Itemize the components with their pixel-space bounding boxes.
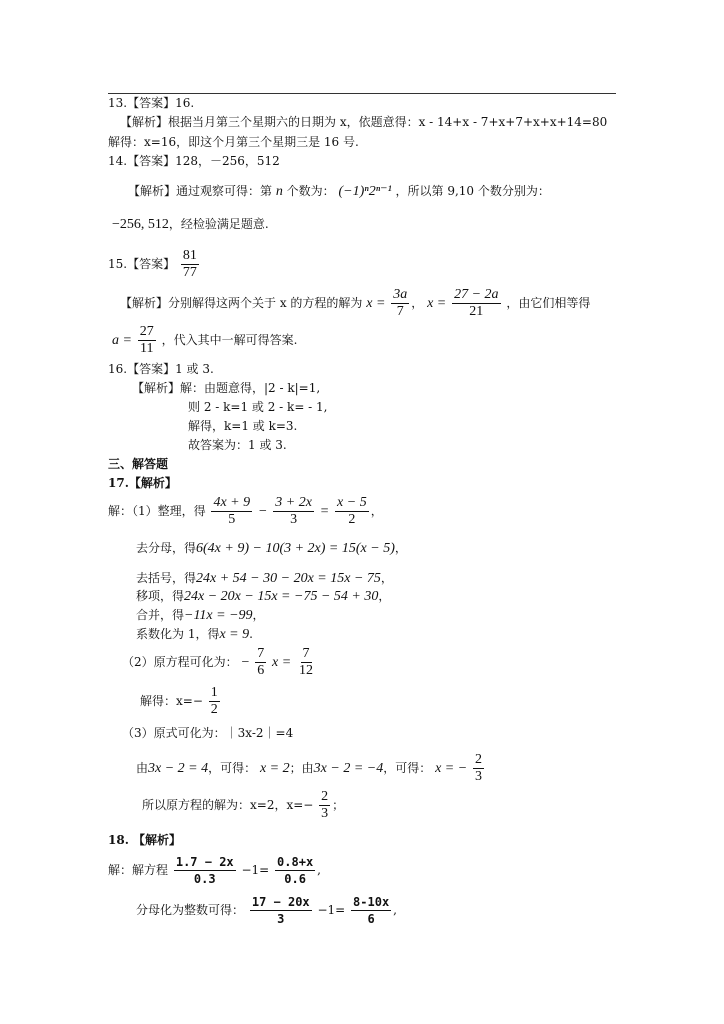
fraction-27-11: $\frac{27}{11}$ <box>139 324 154 356</box>
q16-step2: 解得，k=1 或 k=3. <box>188 419 298 433</box>
fraction-2-3: $\frac{2}{3}$ <box>475 752 482 784</box>
q13-solution: 解得：x=16，即这个月第三个星期三是 16 号. <box>108 135 359 149</box>
q17-part3: （3）原式可化为：｜3x-2｜=4 <box>122 726 294 740</box>
fraction-7-12: $\frac{7}{12}$ <box>299 646 314 678</box>
q17-part2: （2）原方程可化为： − $\frac{7}{6}$ x = $\frac{7}{12}$ <box>122 646 314 678</box>
fraction-7-6: $\frac{7}{6}$ <box>257 646 265 678</box>
fraction-2-3-final: $\frac{2}{3}$ <box>321 789 329 821</box>
section-title: 三、解答题 <box>108 457 169 471</box>
q15-answer: 15.【答案】 $\frac{81}{77}$ <box>108 248 197 280</box>
q18-header: 18. 【解析】 <box>108 833 182 847</box>
q13-answer: 13.【答案】16. <box>108 96 195 110</box>
fraction-27-2a-21: $\frac{27 - 2a}{21}$ <box>454 287 499 319</box>
q18-line1: 解：解方程 $\frac{1.7 - 2x}{0.3}$ −1= $\frac{0.8+x}{0.6}$ , <box>108 855 321 886</box>
n-variable: n <box>275 184 283 199</box>
header-rule <box>108 93 616 94</box>
q13-analysis: 【解析】根据当月第三个星期六的日期为 x，依题意得：x - 14+x - 7+x+7+x+x+14=80 <box>120 115 608 129</box>
q17-part2-solution: 解得：x=− $\frac{1}{2}$ <box>140 685 218 717</box>
q16-answer: 16.【答案】1 或 3. <box>108 362 214 376</box>
fraction-32x-3: $\frac{3 + 2x}{3}$ <box>275 495 312 527</box>
q18-line2: 分母化为整数可得： $\frac{17 - 20x}{3}$ −1= $\frac{8-10x}{6}$ , <box>136 895 397 926</box>
q17-step-bracket: 去括号，得24x + 54 − 30 − 20x = 15x − 75， <box>136 571 393 586</box>
q17-step-coef: 系数化为 1，得x = 9. <box>136 627 253 642</box>
q17-step-combine: 合并，得−11x = −99， <box>136 608 265 623</box>
q17-part3-final: 所以原方程的解为：x=2，x=− $\frac{2}{3}$ ； <box>142 789 345 821</box>
q17-part1: 解：（1）整理，得 $\frac{4x + 9}{5}$ − $\frac{3 + 2x}{3}$ = $\frac{x - 5}{2}$ ， <box>108 495 383 527</box>
q17-step-denom: 去分母，得6(4x + 9) − 10(3 + 2x) = 15(x − 5)， <box>136 541 407 556</box>
fraction-81-77: $\frac{81}{77}$ <box>182 248 197 280</box>
q16-analysis: 【解析】解：由题意得，|2 - k|=1, <box>132 381 321 395</box>
fraction-3a-7: $\frac{3a}{7}$ <box>393 287 408 319</box>
sequence-formula: (−1)ⁿ2ⁿ⁻¹ <box>338 184 392 199</box>
q17-header: 17.【解析】 <box>108 476 177 490</box>
q17-step-move: 移项，得24x − 20x − 15x = −75 − 54 + 30， <box>136 589 391 604</box>
q14-answer: 14.【答案】128，－256，512 <box>108 154 280 168</box>
fraction-17-20x-3: $\frac{17 - 20x}{3}$ <box>251 895 310 926</box>
q16-step1: 则 2 - k=1 或 2 - k= - 1, <box>188 400 328 414</box>
fraction-x5-2: $\frac{x - 5}{2}$ <box>337 495 367 527</box>
fraction-4x9-5: $\frac{4x + 9}{5}$ <box>213 495 251 527</box>
q17-part3-work: 由3x − 2 = 4，可得： x = 2；由3x − 2 = −4，可得： x = − $\frac{2}{3}$ <box>136 752 482 784</box>
q14-analysis: 【解析】通过观察可得：第 n 个数为： (−1)ⁿ2ⁿ⁻¹ ，所以第 9,10 个数分别为： <box>128 184 550 199</box>
q15-analysis: 【解析】分别解得这两个关于 x 的方程的解为 x = $\frac{3a}{7}$ ， x = $\frac{27 - 2a}{21}$ ，由它们相等得 <box>120 287 591 319</box>
fraction-08x-06: $\frac{0.8+x}{0.6}$ <box>277 855 314 886</box>
fraction-17-2x-03: $\frac{1.7 - 2x}{0.3}$ <box>175 855 234 886</box>
q16-step3: 故答案为：1 或 3. <box>188 438 287 452</box>
fraction-8-10x-6: $\frac{8-10x}{6}$ <box>353 895 390 926</box>
fraction-1-2: $\frac{1}{2}$ <box>210 685 218 717</box>
q15-conclusion: a = $\frac{27}{11}$ ，代入其中一解可得答案. <box>112 324 298 356</box>
q14-values: −256, 512，经检验满足题意. <box>112 217 269 232</box>
